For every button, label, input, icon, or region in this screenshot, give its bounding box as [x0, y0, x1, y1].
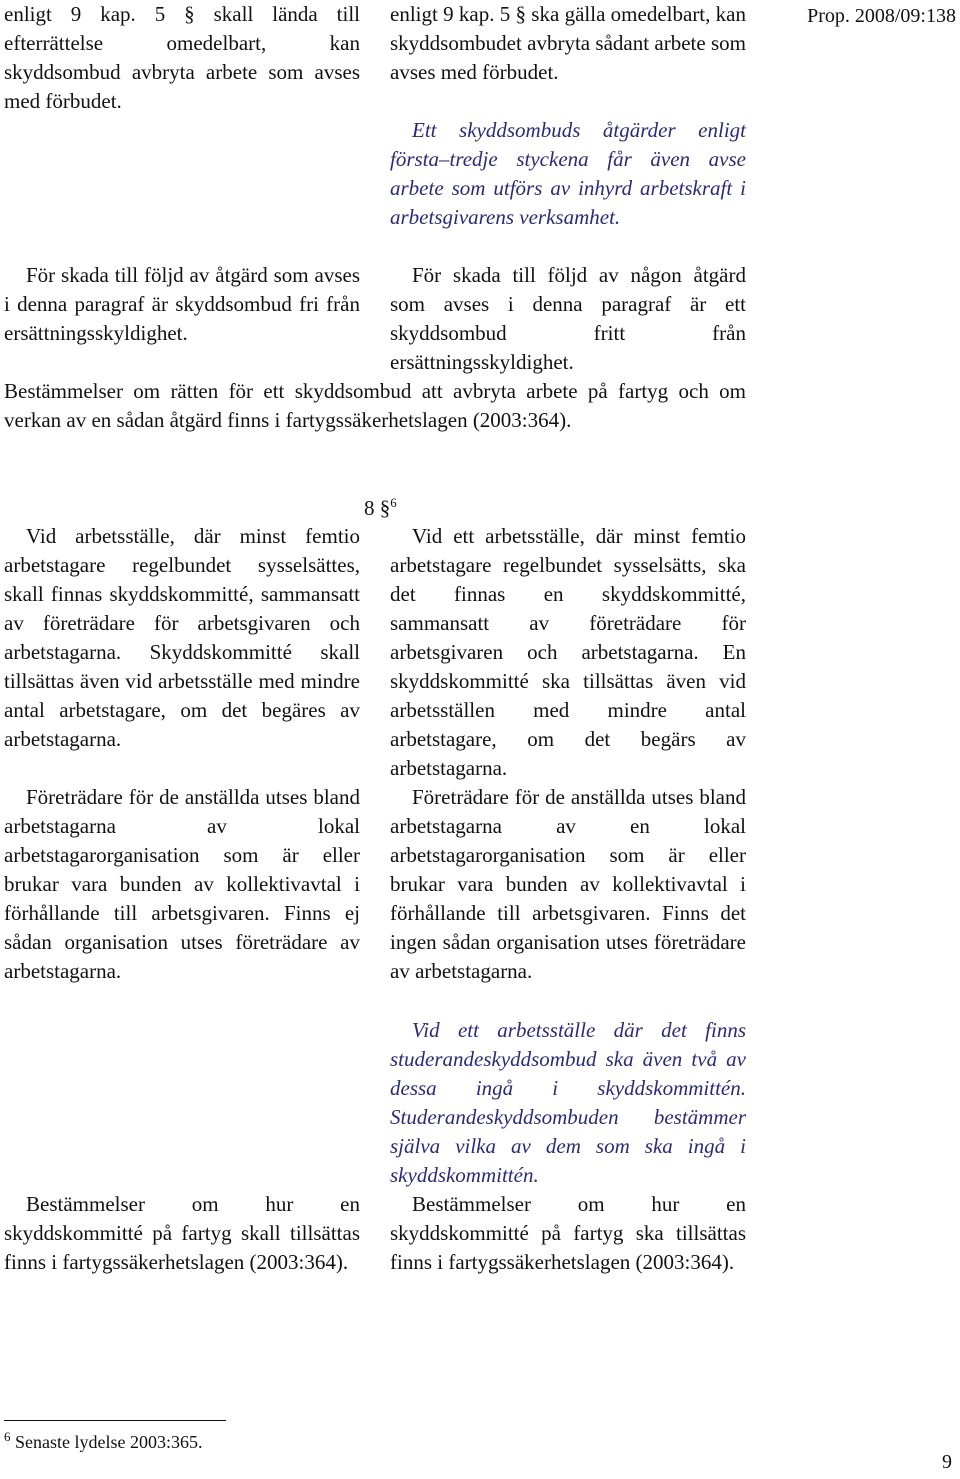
- prop-reference: Prop. 2008/09:138: [807, 5, 956, 27]
- footnote-text: Senaste lydelse 2003:365.: [15, 1432, 203, 1452]
- right-liability-paragraph: För skada till följd av någon åtgärd som avses i denna paragraf är ett skyddsombud fritt från ersättningsskyldighet.: [390, 263, 746, 374]
- page-number: 9: [942, 1451, 952, 1473]
- left-liability-paragraph: För skada till följd av åtgärd som avses i denna paragraf är skyddsombud fri från ersättningsskyldighet.: [4, 263, 360, 345]
- right-added-paragraph: Ett skyddsombuds åtgärder enligt första–tredje styckena får även avse arbete som utförs av inhyrd arbetskraft i arbetsgivarens verksamhet.: [390, 118, 746, 229]
- left-section-p3: Bestämmelser om hur en skyddskommitté på fartyg skall tillsättas finns i fartygssäkerhetslagen (2003:364).: [4, 1192, 360, 1274]
- right-section-p3: Vid ett arbetsställe där det finns studerandeskyddsombud ska även två av dessa ingå i skyddskommittén. Studerandeskyddsombuden bestämmer själva vilka av dem som ska ingå i skyddskommittén.: [390, 1018, 746, 1187]
- right-section-p4: Bestämmelser om hur en skyddskommitté på fartyg ska tillsättas finns i fartygssäkerhetslagen (2003:364).: [390, 1192, 746, 1274]
- right-section-p2: Företrädare för de anställda utses bland arbetstagarna av en lokal arbetstagarorganisation som är eller brukar vara bunden av kollektivavtal i förhållande till arbetsgivaren. Finns det ingen sådan organisation utses företrädare av arbetstagarna.: [390, 785, 746, 983]
- full-width-paragraph: Bestämmelser om rätten för ett skyddsombud att avbryta arbete på fartyg och om verkan av en sådan åtgärd finns i fartygssäkerhetslagen (2003:364).: [4, 379, 746, 432]
- right-section-p1: Vid ett arbetsställe, där minst femtio arbetstagare regelbundet sysselsätts, ska det finnas en skyddskommitté, sammansatt av företrädare för arbetsgivaren och arbetstagarna. En skyddskommitté ska tillsättas även vid arbetsställen med mindre antal arbetstagare, om det begärs av arbetstagarna.: [390, 524, 746, 780]
- left-section-p1: Vid arbetsställe, där minst femtio arbetstagare regelbundet sysselsättes, skall finnas skyddskommitté, sammansatt av företrädare för arbetsgivaren och arbetstagarna. Skyddskommitté skall tillsättas även vid arbetsställe med mindre antal arbetstagare, om det begäres av arbetstagarna.: [4, 524, 360, 751]
- right-top-paragraph: enligt 9 kap. 5 § ska gälla omedelbart, kan skyddsombudet avbryta sådant arbete som avses med förbudet.: [390, 2, 746, 84]
- footnote: [4, 1428, 202, 1457]
- section-number: 8 §: [364, 496, 391, 520]
- left-top-paragraph: enligt 9 kap. 5 § skall lända till efterrättelse omedelbart, kan skyddsombud avbryta arbete som avses med förbudet.: [4, 2, 360, 113]
- section-footnote-ref: 6: [390, 495, 397, 510]
- section-heading: [364, 494, 397, 523]
- footnote-marker: 6: [4, 1429, 11, 1444]
- left-section-p2: Företrädare för de anställda utses bland arbetstagarna av lokal arbetstagarorganisation som är eller brukar vara bunden av kollektivavtal i förhållande till arbetsgivaren. Finns ej sådan organisation utses företrädare av arbetstagarna.: [4, 785, 360, 983]
- footnote-divider: [4, 1420, 226, 1421]
